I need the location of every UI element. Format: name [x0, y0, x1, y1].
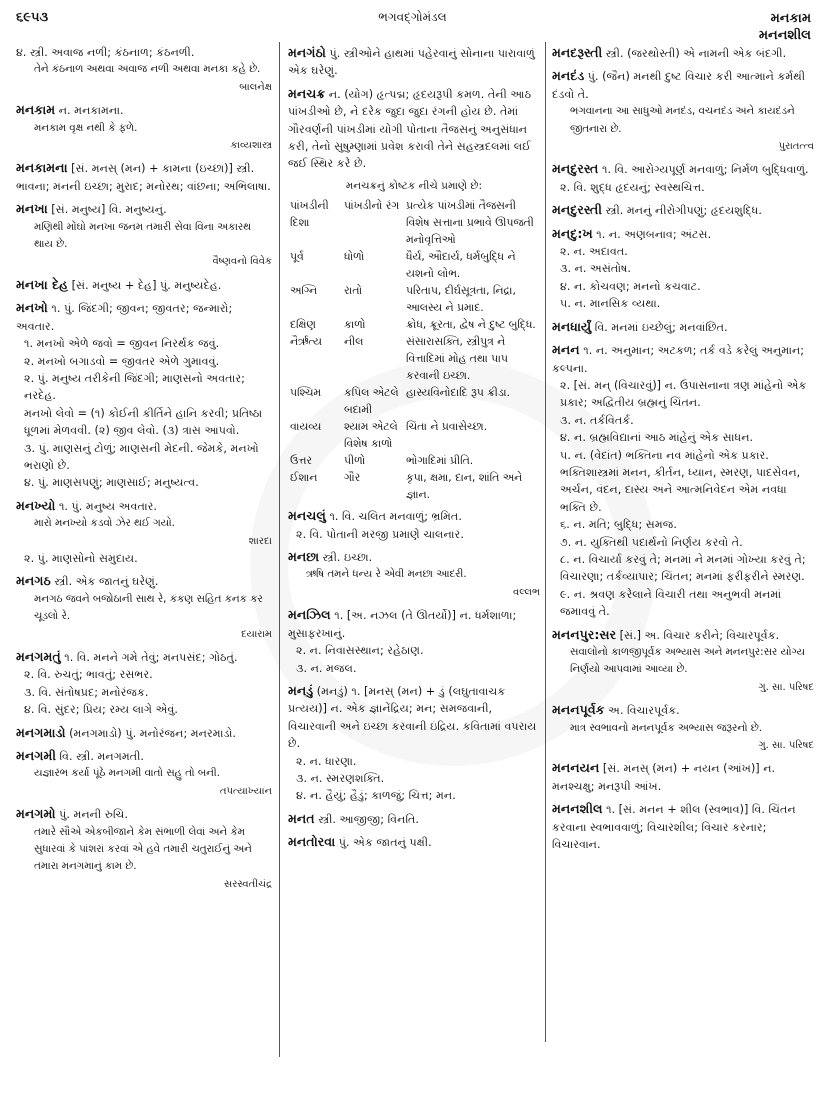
- definition-line: સ્ત્રી. ઇચ્છા.: [322, 551, 373, 565]
- table-cell: નીલ: [344, 335, 364, 349]
- dictionary-entry: [16, 101, 272, 154]
- definition-line: ૧. ન. અનુમાન; અટકળ; તર્ક વડે કરેલું અનુમાન; કલ્પના.: [552, 344, 805, 375]
- guide-word-last: મનનશીલ: [758, 28, 811, 43]
- definition-line: ૪. પું. માણસપણું; માણસાઈ; મનુષ્યત્વ.: [24, 476, 199, 490]
- quote-source: તપત્યાખ્યાન: [219, 785, 272, 797]
- table-row: [288, 282, 540, 316]
- definition-line: ૧. પું. મનુષ્ય અવતાર.: [58, 499, 157, 513]
- table-cell: પશ્ચિમ: [290, 386, 321, 400]
- table-row: [288, 469, 540, 503]
- dictionary-entry: [16, 648, 272, 719]
- definition-line: ૧. [સં. મનન + શીલ (સ્વભાવ)] વિ. ચિંતન કરવાના સ્વભાવવાળું; વિચારશીલ; વિચાર કરનાર; વિચારવાન.: [552, 803, 796, 852]
- headword: મનદુરસ્તી: [552, 202, 603, 218]
- definition-line: ૨. [સં. મન્ (વિચારવું)] ન. ઉપાસનાના ત્રણ માંહેનો એક પ્રકાર; અદ્વિતીય બ્રહ્મનું ચિંતન.: [560, 378, 807, 410]
- table-header-cell: પાંખડીની દિશા: [290, 199, 329, 230]
- table-row: [288, 248, 540, 282]
- table-cell: ક્રોધ, ક્રૂરતા, દ્વેષ ને દુષ્ટ બુદ્ધિ.: [406, 318, 536, 332]
- definition-line: ૮. ન. વિચાર્યા કરવું તે; મનમાં ને મનમાં ગોખ્યા કરવું તે; વિચારણા; તર્કવ્યાપાર; ચિંતન; મનમાં ફરીફરીને સ્મરણ.: [560, 552, 806, 584]
- usage-quote: માત્ર સ્વભાવનો મનનપૂર્વક અભ્યાસ જરૂરનો છે.: [570, 721, 763, 734]
- definition-line: ૫. ન. (વેદાંત) ભક્તિના નવ માંહેનો એક પ્રકાર. ભક્તિશાસ્ત્રમાં મનન, કીર્તન, ધ્યાન, સ્મરણ, પાદસેવન, અર્ચન, વંદન, દાસ્ય અને આત્મનિવેદન એમ નવધા ભક્તિ છે.: [560, 448, 801, 514]
- table-cell: ઉત્તર: [290, 454, 312, 468]
- headword: મનચક્ર: [288, 85, 326, 101]
- dictionary-entry: [552, 67, 814, 155]
- table-cell: શ્યામ એટલે વિશેષ કાળો: [344, 420, 398, 451]
- headword: મનદુ:ખ: [552, 225, 593, 241]
- usage-quote: મનકામ વૃક્ષ નથી કે ફળે.: [34, 121, 138, 134]
- definition-line: વિ. સ્ત્રી. મનગમતી.: [59, 750, 144, 764]
- table-cell: દક્ષિણ: [290, 318, 316, 332]
- headword: મનનપુર:સર: [552, 626, 617, 642]
- table-cell: નૈર્ઋત્ય: [290, 335, 322, 349]
- dictionary-entry: [16, 44, 272, 96]
- definition-line: [સં.] અ. વિચાર કરીને; વિચારપૂર્વક.: [619, 628, 780, 642]
- headword: મનખો: [16, 300, 48, 316]
- headword: મનગમો: [16, 806, 56, 822]
- headword: મનઝિલ: [288, 607, 331, 623]
- definition-line: સ્ત્રી. આજીજી; વિનતિ.: [318, 812, 419, 826]
- definition-line: [સં. મનસ્ (મન) + નયન (આંખ)] ન. મનશ્ચક્ષુ; મનરૂપી આંખ.: [552, 762, 776, 793]
- table-cell: રાતો: [344, 284, 363, 298]
- definition-line: ૧. મનખો એળે જવો = જીવન નિરર્થક જવું.: [24, 337, 220, 351]
- column-1: [16, 44, 272, 898]
- definition-line: ૧. [અ. નઝલ (તે ઊતર્યો)] ન. ધર્મશાળા; મુસાફરખાનું.: [288, 609, 517, 640]
- dictionary-entry: [552, 318, 814, 336]
- table-row: [288, 333, 540, 384]
- headword: મનકામના: [16, 160, 68, 176]
- definition-line: ૭. ન. યુક્તિથી પદાર્થનો નિર્ણય કરવો તે.: [560, 535, 743, 549]
- definition-line: ૨. વિ. પોતાની મરજી પ્રમાણે ચાલનાર.: [296, 527, 464, 541]
- table-cell: સંસારાસક્તિ, સ્ત્રીપુત્ર ને વિત્તાદિમાં મોહ તથા પાપ કરવાની ઇચ્છા.: [406, 335, 508, 383]
- table-cell: અગ્નિ: [290, 284, 318, 298]
- manachakra-table: [288, 197, 540, 503]
- definition-line: વિ. મનમાં ઇચ્છેલું; મનવાંછિત.: [594, 320, 728, 334]
- headword: મનગમતું: [16, 649, 61, 664]
- definition-line: ૪. ન. હૈયું; હૈડું; કાળજું; ચિત્ત; મન.: [296, 789, 456, 803]
- table-caption: મનચક્રનું કોષ્ટક નીચે પ્રમાણે છે:: [345, 179, 483, 192]
- table-cell: ચિંતા ને પ્રવાસેચ્છા.: [406, 420, 488, 434]
- definition-line: ૧. વિ. ચલિત મનવાળું; ભ્રમિત.: [329, 510, 462, 524]
- definition-line: ૪. ન. બ્રહ્મવિદ્યાનાં આઠ માંહેનું એક સાધન.: [560, 431, 754, 445]
- column-3: [552, 44, 814, 858]
- definition-line: ન. મનકામના.: [58, 104, 124, 118]
- headword: મનનયન: [552, 760, 600, 776]
- headword: મનખ્યો: [16, 497, 56, 513]
- dictionary-entry: [552, 160, 814, 196]
- definition-line: પું. મનની રુચિ.: [59, 808, 129, 822]
- dictionary-entry: [16, 497, 272, 568]
- headword: મનતોરવા: [288, 834, 336, 850]
- definition-line: ૫. ન. માનસિક વ્યથા.: [560, 297, 661, 311]
- dictionary-entry: [288, 606, 540, 677]
- headword: મનધાર્યું: [552, 318, 592, 334]
- definition-line: પું. એક જાતનું પક્ષી.: [338, 836, 432, 850]
- dictionary-entry: [16, 159, 272, 195]
- headword: મનદુરસ્ત: [552, 161, 599, 177]
- table-cell: ધૈર્ય, ઔદાર્ય, ધર્મબુદ્ધિ ને યશનો લોભ.: [406, 250, 516, 281]
- definition-line: [સં. મનુષ્ય + દેહ] પું. મનુષ્યદેહ.: [71, 278, 222, 292]
- headword: મનગઠ: [16, 573, 51, 589]
- table-cell: હાસ્યવિનોદાદિ રૂપ ક્રીડા.: [406, 386, 510, 400]
- usage-quote: મારો મનખ્યો કડવો ઝેર થઈ ગયો.: [34, 517, 175, 530]
- usage-quote: મણિથી મોંઘો મનખા જનમ તમારી સેવા વિના અકારથ થાય છે.: [34, 220, 252, 251]
- dictionary-entry: [552, 626, 814, 697]
- column-divider: [545, 42, 546, 1042]
- table-cell: પૂર્વ: [290, 250, 304, 264]
- table-header-row: [288, 197, 540, 248]
- definition-line: ન. (યોગ) હૃત્પદ્મ; હૃદયરૂપી કમળ. તેની આઠ પાંખડીઓ છે, ને દરેક જુદા જુદા રંગની હોય છે. તેમાં ગૌરવર્ણની પાંખડીમાં યોગી પોતાના તૈજસનું અનુસંધાન કરી, તેનો સુષુમ્ણામાં પ્રવેશ કરાવી તેને સહસ્ત્રદલમાં લઈ જઈ સ્થિર કરે છે.: [288, 87, 532, 171]
- definition-line: ૨. ન. નિવાસસ્થાન; રહેઠાણ.: [296, 644, 424, 658]
- headword: મનગમી: [16, 748, 56, 764]
- dictionary-entry: [16, 276, 272, 294]
- definition-line: ૨. પું. માણસોનો સમુદાય.: [24, 551, 138, 565]
- quote-source: સરસ્વતીચંદ્ર: [224, 878, 272, 890]
- definition-line: [સં. મનસ્ (મન) + કામના (ઇચ્છા)] સ્ત્રી. ભાવના; મનની ઇચ્છા; મુરાદ; મનોરથ; વાંછના; અભિલાષા.: [16, 162, 271, 193]
- dictionary-entry: [288, 682, 540, 805]
- table-cell: વાયવ્ય: [290, 420, 322, 434]
- dictionary-entry: [16, 299, 272, 491]
- guide-words: [759, 10, 811, 44]
- dictionary-entry: [288, 810, 540, 828]
- usage-quote: ઋષિ તમને ધન્ય રે એવી મનછા આદરી.: [306, 568, 467, 581]
- definition-line: (મનડું) ૧. [મનસ્ (મન) + ડું (લઘુતાવાચક પ્રત્યય)] ન. એક જ્ઞાનેંદ્રિય; મન; સમજવાની, વિચારવાની અને ઇચ્છા કરવાની ઇંદ્રિય. કવિતામાં વપરાય છે.: [288, 684, 537, 751]
- quote-source: પુરાતત્ત્વ: [778, 141, 814, 153]
- table-header-cell: પાંખડીનો રંગ: [344, 199, 400, 213]
- dictionary-entry: [16, 200, 272, 271]
- dictionary-entry: [552, 341, 814, 621]
- table-row: [288, 316, 540, 333]
- definition-line: ૩. ન. અસંતોષ.: [560, 262, 631, 276]
- book-title: ભગવદ્ગોમંડલ: [378, 10, 447, 24]
- definition-line: ૪. ન. કોચવણ; મનનો કચવાટ.: [560, 279, 701, 293]
- column-divider: [279, 42, 280, 1057]
- table-cell: ધોળો: [344, 250, 365, 264]
- definition-line: ૨. વિ. શુદ્ધ હૃદયનું; સ્વસ્થચિત્ત.: [560, 180, 705, 194]
- definition-line: ૨. મનખો બગાડવો = જીવતર એળે ગુમાવવું.: [24, 354, 220, 368]
- dictionary-entry: [552, 44, 814, 62]
- definition-line: ૩. ન. મજલ.: [296, 661, 357, 675]
- dictionary-entry: [552, 201, 814, 219]
- table-cell: ભોગાદિમાં પ્રીતિ.: [406, 454, 474, 468]
- definition-line: ૬. ન. મતિ; બુદ્ધિ; સમજ.: [560, 518, 677, 532]
- definition-line: સ્ત્રી. મનનું નીરોગીપણું; હૃદયશુદ્ધિ.: [605, 204, 762, 218]
- column-2: [288, 44, 540, 857]
- definition-line: ૪. વિ. સુંદર; પ્રિય; રમ્ય લાગે એવું.: [24, 703, 178, 717]
- dictionary-entry: [288, 548, 540, 601]
- definition-line: સ્ત્રી. (જરથોસ્તી) એ નામની એક બંદગી.: [605, 47, 787, 60]
- headword: મનખા: [16, 201, 48, 217]
- definition-line: ૨. પું. મનુષ્ય તરીકેની જિંદગી; માણસનો અવતાર; નરદેહ.: [24, 371, 245, 403]
- definition-line: પું. સ્ત્રીઓને હાથમાં પહેરવાનું સોનાના પારાવાળું એક ઘરેણું.: [288, 47, 535, 78]
- usage-quote: ભગવાનના આ સાધુઓ મનદંડ, વચનદંડ અને કાયદંડને જીતનારા છે.: [570, 105, 795, 135]
- definition-line: ૩. પું. માણસનું ટોળું; માણસની મેદની. જેમકે, મનખો ભરાણો છે.: [24, 441, 259, 472]
- definition-line: ૯. ન. શ્રવણ કરેલાને વિચારી તથા અનુભવી મનમાં જમાવવું તે.: [560, 587, 782, 619]
- table-cell: ઈશાન: [290, 471, 318, 485]
- definition-line: ૧. પું. જિંદગી; જીવન; જીવતર; જન્મારો; અવતાર.: [16, 302, 233, 333]
- quote-source: વલ્લભ: [513, 586, 540, 598]
- dictionary-entry: [16, 572, 272, 643]
- definition-line: (મનગમાડો) પું. મનોરંજન; મનરમાડો.: [69, 726, 236, 740]
- headword: મનડું: [288, 682, 314, 698]
- headword: મનગમાડો: [16, 724, 66, 740]
- page-number: ૬૯૫૩: [16, 10, 49, 25]
- headword: મનચલું: [288, 508, 326, 524]
- usage-quote: યજ્ઞારંભ કર્યા પૂંઠે મનગમી વાતો સહુ તો બની.: [34, 767, 220, 780]
- table-cell: કૃપા, ક્ષમા, દાન, શાંતિ અને જ્ઞાન.: [406, 471, 523, 502]
- headword: મનન: [552, 342, 580, 358]
- table-cell: ગૌર: [344, 471, 361, 485]
- dictionary-entry: [16, 805, 272, 893]
- headword: મનગંઠો: [288, 45, 326, 60]
- quote-source: ગુ. સા. પરિષદ: [758, 681, 814, 693]
- dictionary-entry: [16, 724, 272, 742]
- headword: મનત: [288, 810, 315, 826]
- usage-quote: તેને કંઠનાળ અથવા અવાજ નળી અથવા મનકા કહે છે.: [34, 63, 261, 76]
- definition-line: ૧. વિ. આરોગ્યપૂર્ણ મનવાળું; નિર્મળ બુદ્ધિવાળું.: [601, 163, 809, 177]
- definition-line: ૨. ન. અદાવત.: [560, 245, 628, 259]
- quote-source: શારદા: [248, 535, 272, 547]
- definition-line: ૪. સ્ત્રી. અવાજ નળી; કંઠનાળ; કંઠનળી.: [16, 46, 195, 59]
- headword: મનદરૂસ્તી: [552, 45, 603, 60]
- dictionary-entry: [16, 747, 272, 800]
- quote-source: બાલનેક્ષ: [239, 81, 272, 93]
- definition-line: ૩. ન. તર્કવિતર્ક.: [560, 413, 634, 427]
- dictionary-entry: [552, 800, 814, 853]
- table-row: [288, 452, 540, 469]
- definition-line: ૧. ન. અણબનાવ; અંટસ.: [596, 227, 712, 241]
- definition-line: [સં. મનુષ્ય] વિ. મનુષ્યનું.: [51, 203, 167, 217]
- usage-quote: મનગઠ જવને બજોઠાની સાથ રે, કંકણ સહિત કનક કર ચૂડલો રે.: [34, 592, 263, 623]
- headword: મનકામ: [16, 102, 56, 118]
- quote-source: દયારામ: [241, 628, 272, 640]
- definition-line: ૨. વિ. રુચતું; ભાવતું; રસભર.: [24, 668, 153, 682]
- quote-source: ગુ. સા. પરિષદ: [758, 740, 814, 752]
- usage-quote: સવાલોનો કાળજીપૂર્વક અભ્યાસ અને મનનપુર:સર યોગ્ય નિર્ણયો આપવામાં આવ્યા છે.: [570, 646, 805, 676]
- quote-source: વૈષ્ણવનો વિવેક: [212, 256, 272, 268]
- definition-line: ૩. ન. સ્મરણશક્તિ.: [296, 771, 385, 785]
- dictionary-entry: [288, 833, 540, 851]
- dictionary-entry: [552, 225, 814, 313]
- dictionary-entry: [552, 759, 814, 795]
- table-row: [288, 418, 540, 452]
- table-header-cell: પ્રત્યેક પાંખડીમાં તૈજસની વિશેષ સત્તાના પ્રભાવે ઊપજતી મનોવૃત્તિઓ: [406, 199, 534, 247]
- headword: મનછા: [288, 549, 320, 565]
- usage-quote: તમારે સૌએ એકબીજાને કેમ સંભાળી લેવાં અને કેમ સુધારવાં કે પાંશરાં કરવાં એ હવે તમારી ચતુરાઈનું અને તમારા મનગમાનું કામ છે.: [34, 825, 252, 873]
- headword: મનનશીલ: [552, 801, 603, 817]
- quote-source: કાવ્યશાસ્ત્ર: [230, 140, 272, 152]
- headword: મનનપૂર્વક: [552, 702, 605, 718]
- definition-line: ૨. ન. ધારણા.: [296, 754, 357, 768]
- table-row: [288, 384, 540, 418]
- definition-line: અ. વિચારપૂર્વક.: [608, 704, 680, 718]
- table-cell: કાળો: [344, 318, 366, 332]
- table-cell: પીળો: [344, 454, 366, 468]
- definition-line: ૧. વિ. મનને ગમે તેવું; મનપસંદ; ગોઠતું.: [64, 651, 238, 664]
- table-cell: કપિલ એટલે બદામી: [344, 386, 399, 417]
- dictionary-entry: [288, 507, 540, 543]
- headword: મનદંડ: [552, 68, 585, 84]
- definition-line: પું. (જૈન) મનથી દુષ્ટ વિચાર કરી આત્માને કર્મથી દંડવો તે.: [552, 70, 806, 101]
- dictionary-entry: [288, 44, 540, 80]
- dictionary-entry: [552, 701, 814, 754]
- definition-line: મનખો લેવો = (૧) કોઈની કીર્તિને હાનિ કરવી; પ્રતિષ્ઠા ધૂળમાં મેળવવી. (૨) જીવ લેવો. (૩) ત્રાસ આપવો.: [24, 406, 263, 438]
- headword: મનખા દેહ: [16, 276, 69, 292]
- dictionary-entry: [288, 85, 540, 173]
- definition-line: ૩. વિ. સંતોષપ્રદ; મનોરંજક.: [24, 685, 149, 699]
- guide-word-first: મનકામ: [770, 11, 811, 26]
- definition-line: સ્ત્રી. એક જાતનું ઘરેણું.: [54, 575, 159, 589]
- table-cell: પરિતાપ, દીર્ઘસૂત્રતા, નિદ્રા, આલસ્ય ને પ્રમાદ.: [406, 284, 516, 315]
